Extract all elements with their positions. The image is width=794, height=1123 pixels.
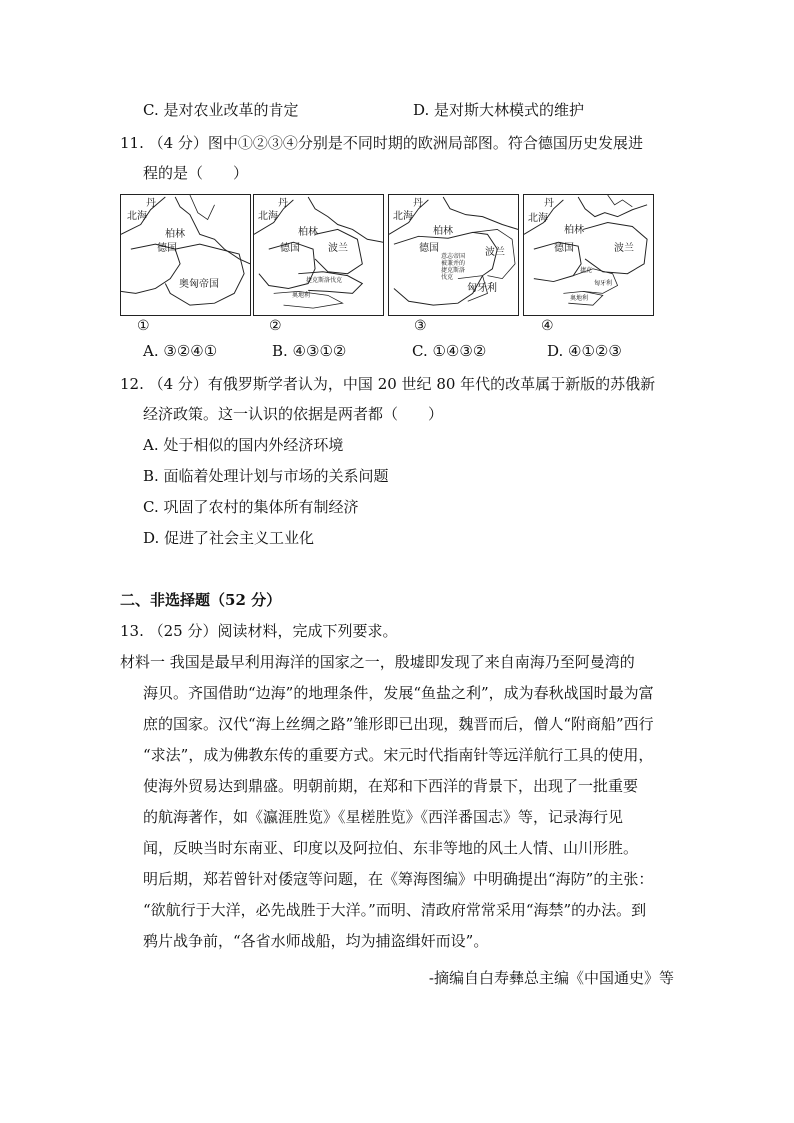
map-set	[120, 194, 660, 318]
q11-option-b: B. ④③①②	[272, 342, 347, 360]
q12-option-a: A. 处于相似的国内外经济环境	[143, 436, 344, 454]
map-3	[388, 194, 519, 316]
map-3-label-germany: 德国	[419, 243, 439, 254]
q11-stem-line2: 程的是（ ）	[143, 164, 249, 182]
map-4-label-czech: 捷克	[580, 267, 593, 274]
map-2	[253, 194, 384, 316]
map-4-label-north-sea: 北海	[528, 213, 548, 224]
map-4-label-germany: 德国	[554, 243, 574, 254]
map-1	[120, 194, 251, 316]
q12-stem-line2: 经济政策。这一认识的依据是两者都（ ）	[143, 405, 444, 423]
map-2-label-north-sea: 北海	[258, 211, 278, 222]
map-4	[523, 194, 654, 316]
q12-option-c: C. 巩固了农村的集体所有制经济	[143, 498, 359, 516]
map-4-label-hungary: 匈牙利	[594, 280, 613, 287]
q11-option-c: C. ①④③②	[412, 342, 487, 360]
q10-option-c: C. 是对农业改革的肯定	[143, 101, 299, 119]
section-heading: 二、非选择题（52 分）	[120, 591, 282, 609]
map-1-label-denmark: 丹	[146, 198, 156, 209]
q13-source: -摘编自白寿彝总主编《中国通史》等	[428, 969, 674, 987]
map-3-label-denmark: 丹	[413, 198, 423, 209]
map-1-label-north-sea: 北海	[127, 211, 147, 222]
map-2-label-austria: 奥地利	[292, 292, 311, 299]
q13-material-line: 明后期，郑若曾针对倭寇等问题，在《筹海图编》中明确提出“海防”的主张：	[143, 870, 654, 888]
q13-material-line: 庶的国家。汉代“海上丝绸之路”雏形即已出现，魏晋而后，僧人“附商船”西行	[143, 715, 654, 733]
q13-material-line: 的航海著作，如《瀛涯胜览》《星槎胜览》《西洋番国志》等，记录海行见	[143, 808, 624, 826]
q13-material-line: 闻，反映当时东南亚、印度以及阿拉伯、东非等地的风土人情、山川形胜。	[143, 839, 639, 857]
map-1-number: ①	[137, 318, 150, 334]
q13-material-line: 使海外贸易达到鼎盛。明朝前期，在郑和下西洋的背景下，出现了一批重要	[143, 777, 639, 795]
map-4-label-berlin: 柏林	[564, 225, 584, 236]
map-4-label-austria: 奥地利	[570, 295, 589, 302]
map-4-label-poland: 波兰	[614, 243, 634, 254]
map-4-number: ④	[541, 318, 554, 334]
map-3-label-annexed-czechoslovakia: 意志帝国被兼并的捷克斯洛伐克	[441, 253, 466, 281]
map-2-number: ②	[269, 318, 282, 334]
map-2-label-czechoslovakia: 捷克斯洛伐克	[306, 277, 343, 284]
q12-option-d: D. 促进了社会主义工业化	[143, 529, 315, 547]
map-3-label-poland: 波兰	[485, 247, 505, 258]
q13-material-line: “求法”，成为佛教东传的重要方式。宋元时代指南针等远洋航行工具的使用，	[143, 746, 654, 764]
q11-option-a: A. ③②④①	[143, 342, 218, 360]
q13-material-line: “欲航行于大洋，必先战胜于大洋。”而明、清政府常常采用“海禁”的办法。到	[143, 901, 647, 919]
q13-material-line: 鸦片战争前，“各省水师战船，均为捕盗缉奸而设”。	[143, 932, 489, 950]
map-2-label-germany: 德国	[280, 243, 300, 254]
map-2-label-denmark: 丹	[278, 198, 288, 209]
map-3-label-hungary: 匈牙利	[467, 283, 497, 294]
q13-material-line: 材料一 我国是最早利用海洋的国家之一，殷墟即发现了来自南海乃至阿曼湾的	[120, 653, 635, 671]
map-1-label-berlin: 柏林	[165, 229, 185, 240]
q12-option-b: B. 面临着处理计划与市场的关系问题	[143, 467, 389, 485]
q11-option-d: D. ④①②③	[547, 342, 622, 360]
q13-material-line: 海贝。齐国借助“边海”的地理条件，发展“鱼盐之利”，成为春秋战国时最为富	[143, 684, 654, 702]
q11-stem-line1: 11. （4 分）图中①②③④分别是不同时期的欧洲局部图。符合德国历史发展进	[120, 134, 643, 152]
map-1-label-austria-hungary: 奥匈帝国	[179, 279, 219, 290]
map-3-label-berlin: 柏林	[433, 226, 453, 237]
map-2-label-poland: 波兰	[328, 243, 348, 254]
map-3-label-north-sea: 北海	[393, 211, 413, 222]
q12-stem-line1: 12. （4 分）有俄罗斯学者认为，中国 20 世纪 80 年代的改革属于新版的苏俄新	[120, 375, 656, 393]
map-1-label-germany: 德国	[157, 243, 177, 254]
map-4-label-denmark: 丹	[544, 198, 554, 209]
map-2-label-berlin: 柏林	[298, 227, 318, 238]
map-3-number: ③	[414, 318, 427, 334]
q13-intro: 13. （25 分）阅读材料，完成下列要求。	[120, 622, 398, 640]
q10-option-d: D. 是对斯大林模式的维护	[413, 101, 585, 119]
